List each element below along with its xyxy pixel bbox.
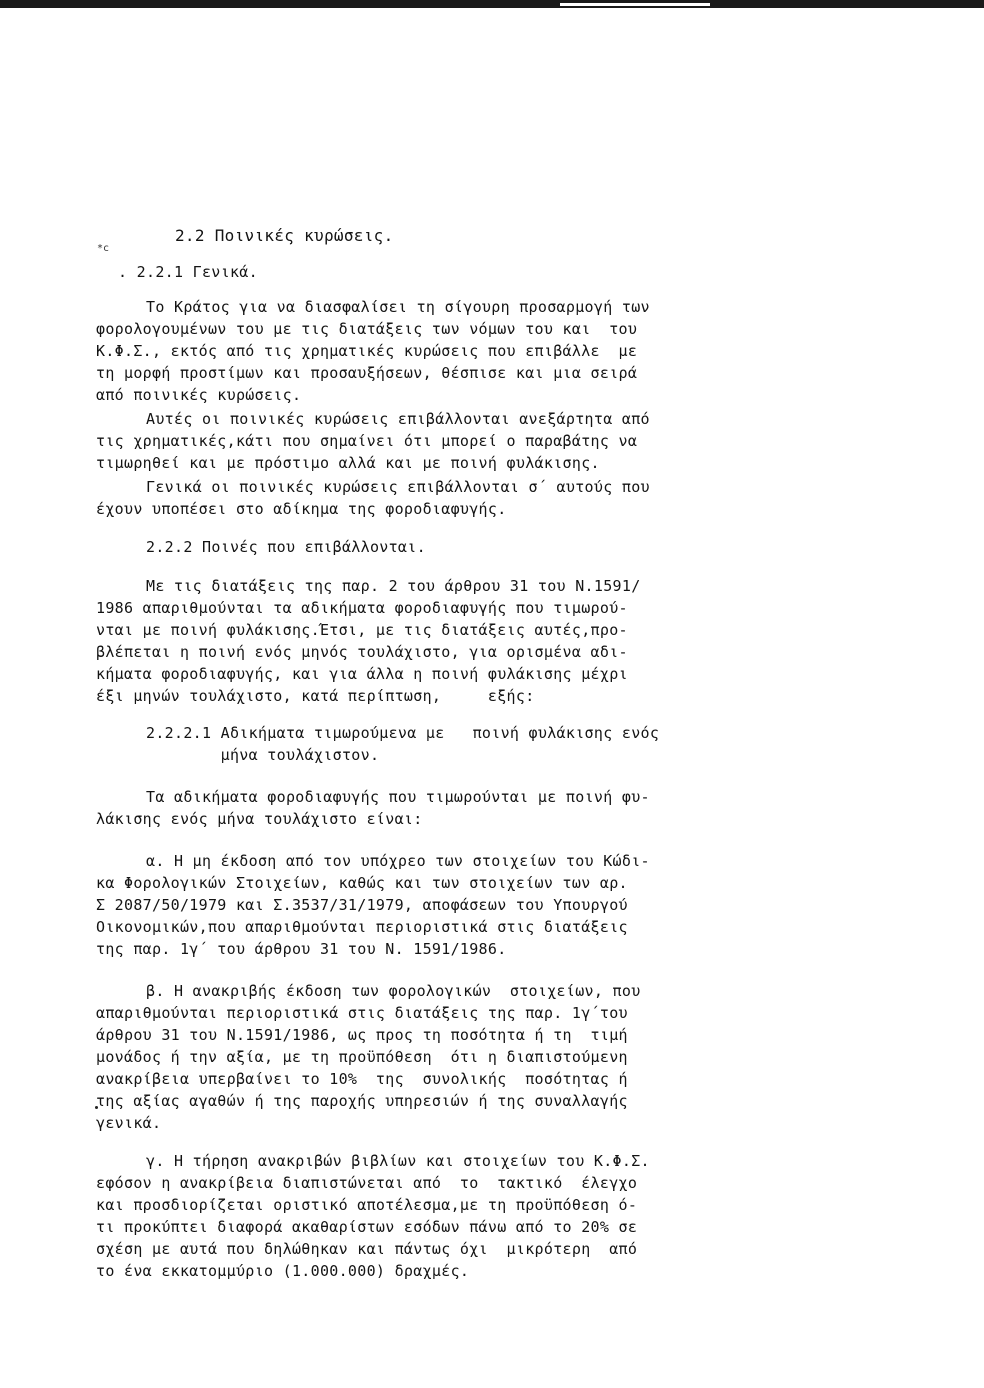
scan-border-gap xyxy=(560,3,710,6)
paragraph-4-line: βλέπεται η ποινή ενός μηνός τουλάχιστο, για ορισμένα αδι- xyxy=(96,643,628,661)
subsection-title-one-month: μήνα τουλάχιστον. xyxy=(146,746,380,764)
paragraph-4-line: νται με ποινή φυλάκισης.Έτσι, με τις διατάξεις αυτές,προ- xyxy=(96,621,628,639)
paragraph-4-line: έξι μηνών τουλάχιστο, κατά περίπτωση, εξής: xyxy=(96,687,535,705)
subsection-title-one-month: 2.2.2.1 Αδικήματα τιμωρούμενα με ποινή φυλάκισης ενός xyxy=(146,724,660,742)
list-item-c-line: τι προκύπτει διαφορά ακαθαρίστων εσόδων πάνω από το 20% σε xyxy=(96,1218,638,1236)
list-item-b-line: β. Η ανακριβής έκδοση των φορολογικών στοιχείων, που xyxy=(146,982,641,1000)
margin-mark: *c xyxy=(97,243,110,254)
paragraph-1-line: φορολογουμένων του με τις διατάξεις των νόμων του και του xyxy=(96,320,638,338)
paragraph-1-line: τη μορφή προστίμων και προσαυξήσεων, θέσπισε και μια σειρά xyxy=(96,364,638,382)
list-item-b-line: γενικά. xyxy=(96,1114,162,1132)
list-item-c-line: το ένα εκκατομμύριο (1.000.000) δραχμές. xyxy=(96,1262,470,1280)
list-item-c-line: εφόσον η ανακρίβεια διαπιστώνεται από το τακτικό έλεγχο xyxy=(96,1174,638,1192)
paragraph-5-line: λάκισης ενός μήνα τουλάχιστο είναι: xyxy=(96,810,423,828)
paragraph-4-line: κήματα φοροδιαφυγής, και για άλλα η ποινή φυλάκισης μέχρι xyxy=(96,665,628,683)
paragraph-2-line: τιμωρηθεί και με πρόστιμο αλλά και με ποινή φυλάκισης. xyxy=(96,454,600,472)
subsection-title-general: . 2.2.1 Γενικά. xyxy=(118,263,258,281)
list-item-a-line: α. Η μη έκδοση από τον υπόχρεο των στοιχείων του Κώδι- xyxy=(146,852,650,870)
paragraph-4-line: Με τις διατάξεις της παρ. 2 του άρθρου 31 του Ν.1591/ xyxy=(146,577,641,595)
section-title: 2.2 Ποινικές κυρώσεις. xyxy=(175,226,394,245)
list-item-a-line: Οικονομικών,που απαριθμούνται περιοριστικά στις διατάξεις xyxy=(96,918,628,936)
paragraph-1-line: Κ.Φ.Σ., εκτός από τις χρηματικές κυρώσεις που επιβάλλε με xyxy=(96,342,638,360)
paragraph-3-line: έχουν υποπέσει στο αδίκημα της φοροδιαφυγής. xyxy=(96,500,507,518)
list-item-b-line: άρθρου 31 του Ν.1591/1986, ως προς τη ποσότητα ή τη τιμή xyxy=(96,1026,628,1044)
paragraph-3-line: Γενικά οι ποινικές κυρώσεις επιβάλλονται σ΄ αυτούς που xyxy=(146,478,650,496)
list-item-b-line: απαριθμούνται περιοριστικά στις διατάξεις της παρ. 1γ΄του xyxy=(96,1004,628,1022)
list-item-c-line: και προσδιορίζεται οριστικό αποτέλεσμα,με τη προϋπόθεση ό- xyxy=(96,1196,638,1214)
paragraph-5-line: Τα αδικήματα φοροδιαφυγής που τιμωρούνται με ποινή φυ- xyxy=(146,788,650,806)
paragraph-4-line: 1986 απαριθμούνται τα αδικήματα φοροδιαφυγής που τιμωρού- xyxy=(96,599,628,617)
list-item-c-line: σχέση με αυτά που δηλώθηκαν και πάντως όχι μικρότερη από xyxy=(96,1240,638,1258)
subsection-title-penalties: 2.2.2 Ποινές που επιβάλλονται. xyxy=(146,538,426,556)
paragraph-1-line: από ποινικές κυρώσεις. xyxy=(96,386,302,404)
list-item-b-line: της αξίας αγαθών ή της παροχής υπηρεσιών ή της συναλλαγής xyxy=(96,1092,628,1110)
paragraph-2-line: τις χρηματικές,κάτι που σημαίνει ότι μπορεί ο παραβάτης να xyxy=(96,432,638,450)
paragraph-2-line: Αυτές οι ποινικές κυρώσεις επιβάλλονται ανεξάρτητα από xyxy=(146,410,650,428)
list-item-b-line: ανακρίβεια υπερβαίνει το 10% της συνολικής ποσότητας ή xyxy=(96,1070,628,1088)
paragraph-1-line: Το Κράτος για να διασφαλίσει τη σίγουρη προσαρμογή των xyxy=(146,298,650,316)
list-item-a-line: Σ 2087/50/1979 και Σ.3537/31/1979, αποφάσεων του Υπουργού xyxy=(96,896,628,914)
list-item-a-line: της παρ. 1γ΄ του άρθρου 31 του Ν. 1591/1986. xyxy=(96,940,507,958)
list-item-b-line: μονάδος ή την αξία, με τη προϋπόθεση ότι η διαπιστούμενη xyxy=(96,1048,628,1066)
list-item-a-line: κα Φορολογικών Στοιχείων, καθώς και των στοιχείων των αρ. xyxy=(96,874,628,892)
scan-top-border xyxy=(0,0,984,8)
list-item-c-line: γ. Η τήρηση ανακριβών βιβλίων και στοιχείων του Κ.Φ.Σ. xyxy=(146,1152,650,1170)
